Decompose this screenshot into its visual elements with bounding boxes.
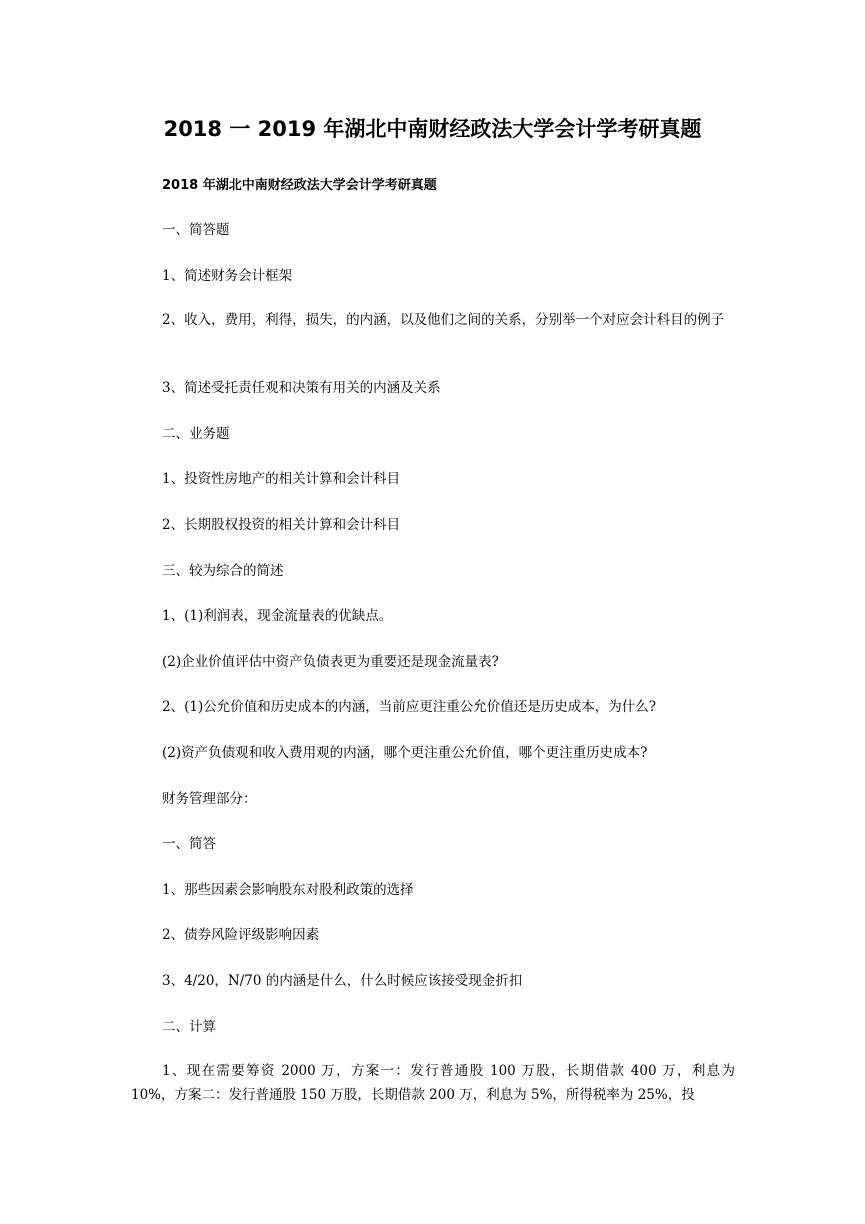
section-heading-comprehensive: 三、较为综合的简述 [162,563,284,579]
document-subtitle: 2018 年湖北中南财经政法大学会计学考研真题 [162,178,437,193]
document-title: 2018 一 2019 年湖北中南财经政法大学会计学考研真题 [163,117,702,141]
question-line: 1、投资性房地产的相关计算和会计科目 [162,471,401,487]
section-heading-business: 二、业务题 [162,426,230,442]
section-heading-short-answer: 一、简答题 [162,222,230,238]
question-line: 1、简述财务会计框架 [162,268,293,284]
question-paragraph: 2、收入，费用，利得，损失，的内涵，以及他们之间的关系，分别举一个对应会计科目的例子 [162,312,725,328]
question-line: 3、4/20，N/70 的内涵是什么，什么时候应该接受现金折扣 [162,973,523,989]
question-line: (2)企业价值评估中资产负债表更为重要还是现金流量表? [162,654,499,670]
question-line: 1、(1)利润表，现金流量表的优缺点。 [162,608,393,624]
question-line: 3、简述受托责任观和决策有用关的内涵及关系 [162,380,441,396]
section-heading-calculation: 二、计算 [162,1019,216,1035]
question-line: (2)资产负债观和收入费用观的内涵，哪个更注重公允价值，哪个更注重历史成本? [162,745,648,761]
part-heading-financial-management: 财务管理部分： [162,791,257,807]
question-line: 1、那些因素会影响股东对股利政策的选择 [162,882,414,898]
question-line: 2、长期股权投资的相关计算和会计科目 [162,517,401,533]
section-heading-short-answer-2: 一、简答 [162,836,216,852]
question-line: 2、(1)公允价值和历史成本的内涵，当前应更注重公允价值还是历史成本，为什么? [162,699,656,715]
question-paragraph: 1、现在需要筹资 2000 万，方案一：发行普通股 100 万股，长期借款 400 万，利息为 10%，方案二：发行普通股 150 万股，长期借款 200 万，利息为 5%，所得税率为 25%，投 [131,1063,735,1103]
question-line: 2、债券风险评级影响因素 [162,927,320,943]
